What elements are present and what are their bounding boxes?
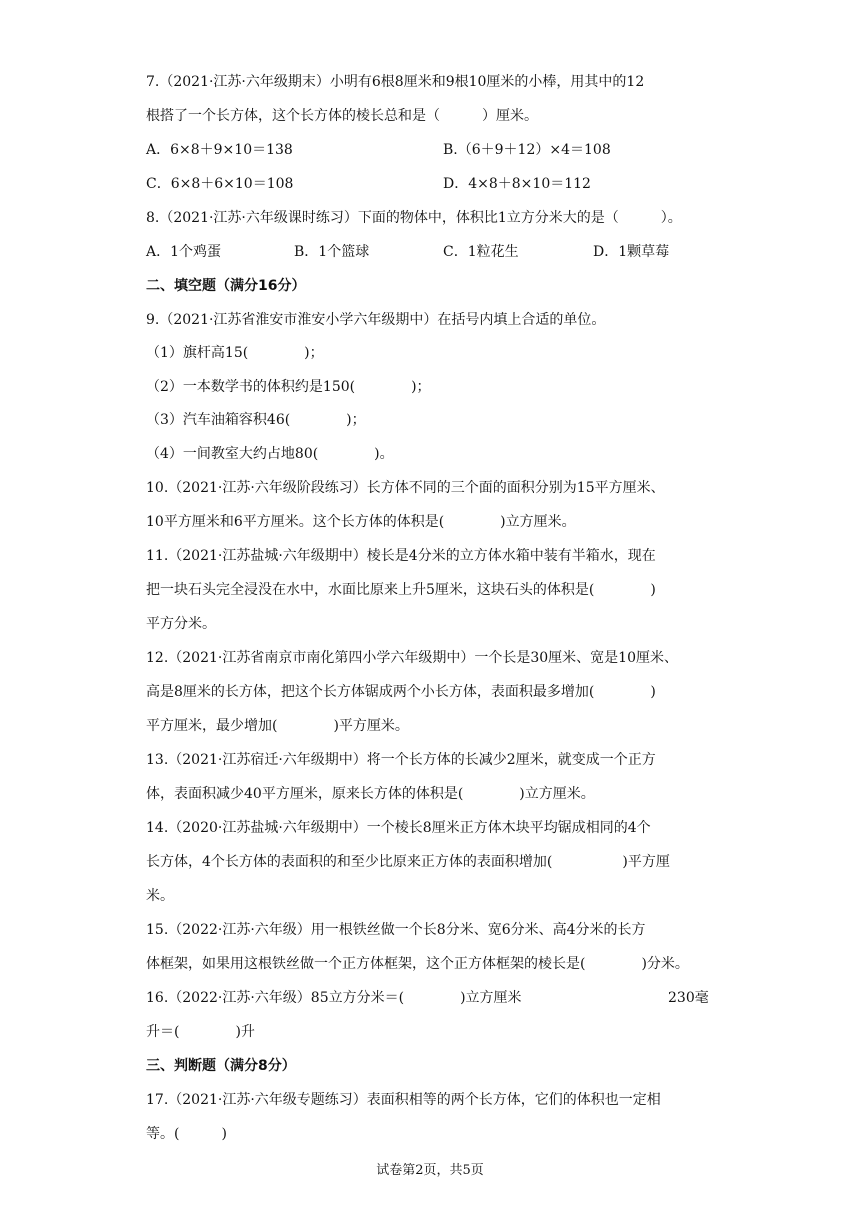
q7-option-a: A．6×8＋9×10＝138 [146, 142, 293, 158]
q14-line-2: 长方体，4个长方体的表面积的和至少比原来正方体的表面积增加( )平方厘 [146, 854, 670, 870]
section-3-heading: 三、判断题（满分8分） [146, 1058, 296, 1074]
q16-line-1b: 230毫 [668, 990, 709, 1006]
q10-line-2: 10平方厘米和6平方厘米。这个长方体的体积是( )立方厘米。 [146, 514, 576, 530]
q15-line-2: 体框架，如果用这根铁丝做一个正方体框架，这个正方体框架的棱长是( )分米。 [146, 956, 689, 972]
q17-line-1: 17.（2021·江苏·六年级专题练习）表面积相等的两个长方体，它们的体积也一定相 [146, 1092, 661, 1108]
q15-line-1: 15.（2022·江苏·六年级）用一根铁丝做一个长8分米、宽6分米、高4分米的长方 [146, 922, 646, 938]
q8-option-b: B．1个篮球 [294, 244, 370, 260]
q12-line-3: 平方厘米，最少增加( )平方厘米。 [146, 718, 409, 734]
q14-line-1: 14.（2020·江苏盐城·六年级期中）一个棱长8厘米正方体木块平均锯成相同的4个 [146, 820, 651, 836]
q11-line-1: 11.（2021·江苏盐城·六年级期中）棱长是4分米的立方体水箱中装有半箱水，现在 [146, 548, 656, 564]
q8-option-c: C．1粒花生 [443, 244, 519, 260]
q11-line-2: 把一块石头完全浸没在水中，水面比原来上升5厘米，这块石头的体积是( ) [146, 582, 656, 598]
q14-line-3: 米。 [146, 888, 174, 904]
q8-line-1: 8.（2021·江苏·六年级课时练习）下面的物体中，体积比1立方分米大的是（ ）。 [146, 210, 682, 226]
q12-line-2: 高是8厘米的长方体，把这个长方体锯成两个小长方体，表面积最多增加( ) [146, 684, 656, 700]
q9-sub-3: （3）汽车油箱容积46( )； [146, 412, 366, 428]
q9-sub-2: （2）一本数学书的体积约是150( )； [146, 379, 431, 395]
q7-option-c: C．6×8＋6×10＝108 [146, 176, 294, 192]
q13-line-2: 体，表面积减少40平方厘米，原来长方体的体积是( )立方厘米。 [146, 786, 595, 802]
q9-sub-1: （1）旗杆高15( )； [146, 345, 324, 361]
q16-line-2: 升＝( )升 [146, 1024, 255, 1040]
q8-option-d: D．1颗草莓 [593, 244, 670, 260]
section-2-heading: 二、填空题（满分16分） [146, 278, 306, 294]
q10-line-1: 10.（2021·江苏·六年级阶段练习）长方体不同的三个面的面积分别为15平方厘米、 [146, 480, 665, 496]
page-footer: 试卷第2页，共5页 [376, 1163, 484, 1178]
q7-line-1: 7.（2021·江苏·六年级期末）小明有6根8厘米和9根10厘米的小棒，用其中的12 [146, 74, 645, 90]
q9-line-1: 9.（2021·江苏省淮安市淮安小学六年级期中）在括号内填上合适的单位。 [146, 312, 606, 328]
q11-line-3: 平方分米。 [146, 616, 216, 632]
q7-line-2: 根搭了一个长方体，这个长方体的棱长总和是（ ）厘米。 [146, 108, 538, 124]
q12-line-1: 12.（2021·江苏省南京市南化第四小学六年级期中）一个长是30厘米、宽是10厘米、 [146, 650, 678, 666]
q7-option-d: D．4×8＋8×10＝112 [443, 176, 591, 192]
q17-line-2: 等。( ) [146, 1126, 227, 1142]
q7-option-b: B.（6＋9＋12）×4＝108 [443, 142, 611, 158]
q13-line-1: 13.（2021·江苏宿迁·六年级期中）将一个长方体的长减少2厘米，就变成一个正方 [146, 752, 656, 768]
q8-option-a: A．1个鸡蛋 [146, 244, 222, 260]
q16-line-1a: 16.（2022·江苏·六年级）85立方分米＝( )立方厘米 [146, 990, 522, 1006]
q9-sub-4: （4）一间教室大约占地80( )。 [146, 446, 394, 462]
